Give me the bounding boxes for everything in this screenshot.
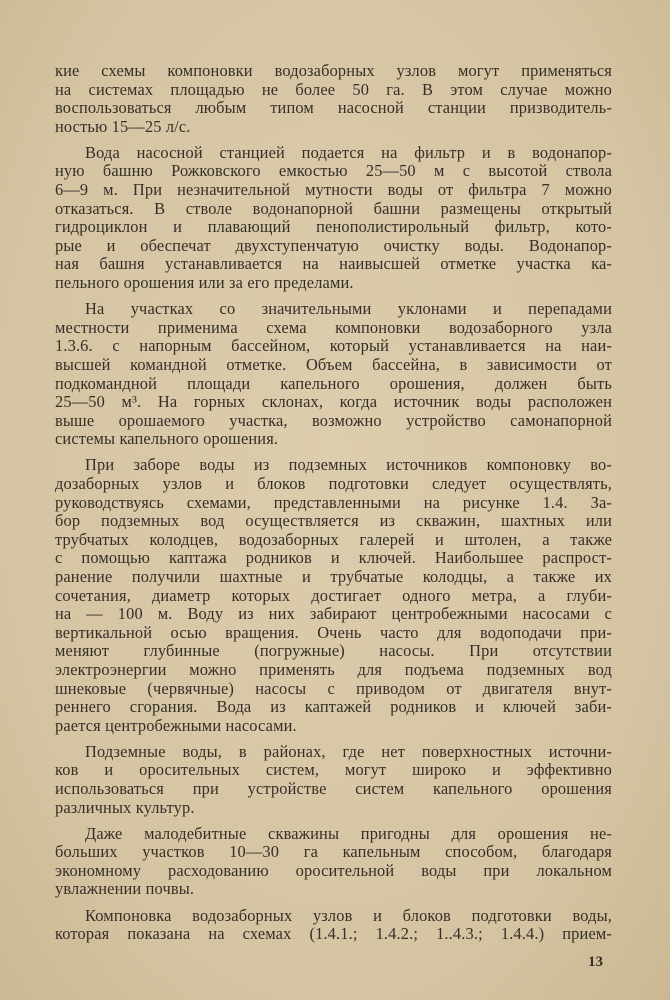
- text-line: ную башню Рожковского емкостью 25—50 м с высотой ствола: [55, 161, 612, 181]
- text-line: использоваться при устройстве систем капельного орошения: [55, 778, 612, 798]
- text-line: отказаться. В стволе водонапорной башни размещены открытый: [55, 198, 612, 218]
- text-line: гидроциклон и плавающий пенополистирольный фильтр, кото-: [55, 217, 612, 237]
- text-line: Подземные воды, в районах, где нет поверхностных источни-: [85, 741, 612, 761]
- text-line: больших участков 10—30 га капельным способом, благодаря: [55, 842, 612, 862]
- text-line: выше орошаемого участка, возможно устройство самонапорной: [55, 410, 612, 430]
- text-line: При заборе воды из подземных источников компоновку во-: [85, 455, 612, 475]
- paragraph: [55, 300, 612, 449]
- text-line: местности применима схема компоновки водозаборного узла: [55, 317, 612, 337]
- text-line: реннего сгорания. Вода из каптажей родников и ключей заби-: [55, 697, 612, 717]
- paragraph: [55, 907, 612, 944]
- text-line: на системах площадью не более 50 га. В этом случае можно: [55, 79, 612, 99]
- text-line: Вода насосной станцией подается на фильтр и в водонапор-: [85, 142, 612, 162]
- text-line: 25—50 м³. На горных склонах, когда источник воды расположен: [55, 392, 612, 412]
- text-line: различных культур.: [55, 797, 195, 817]
- text-line: 1.3.6. с напорным бассейном, который устанавливается на наи-: [55, 336, 612, 356]
- text-line: ков и оросительных систем, могут широко и эффективно: [55, 760, 612, 780]
- text-line: на — 100 м. Воду из них забирают центробежными насосами с: [55, 604, 612, 624]
- text-line: На участках со значительными уклонами и перепадами: [85, 299, 612, 319]
- text-line: сочетания, диаметр которых достигает одного метра, а глуби-: [55, 585, 612, 605]
- text-line: бор подземных вод осуществляется из скважин, шахтных или: [55, 511, 612, 531]
- text-line: руководствуясь схемами, представленными на рисунке 1.4. За-: [55, 492, 612, 512]
- text-line: ранение получили шахтные и трубчатые колодцы, а также их: [55, 566, 612, 586]
- text-line: высшей командной отметке. Объем бассейна, в зависимости от: [55, 354, 612, 374]
- text-line: увлажнении почвы.: [55, 879, 195, 899]
- text-line: кие схемы компоновки водозаборных узлов могут применяться: [55, 61, 612, 80]
- paragraph: [55, 62, 612, 136]
- body-text: [55, 62, 612, 951]
- text-line: системы капельного орошения.: [55, 429, 279, 449]
- text-line: рается центробежными насосами.: [55, 715, 297, 735]
- text-line: дозаборных узлов и блоков подготовки следует осуществлять,: [55, 473, 612, 493]
- text-line: ная башня устанавливается на наивысшей отметке участка ка-: [55, 254, 612, 274]
- text-line: Компоновка водозаборных узлов и блоков подготовки воды,: [85, 905, 612, 925]
- page-number: 13: [588, 954, 603, 970]
- text-line: Даже малодебитные скважины пригодны для орошения не-: [85, 823, 612, 843]
- text-line: подкомандной площади капельного орошения, должен быть: [55, 373, 612, 393]
- text-line: пельного орошения или за его пределами.: [55, 273, 354, 293]
- text-line: экономному расходованию оросительной воды при локальном: [55, 860, 612, 880]
- text-line: электроэнергии можно применять для подъема подземных вод: [55, 659, 612, 679]
- text-line: вертикальной осью вращения. Очень часто для водоподачи при-: [55, 622, 612, 642]
- text-line: меняют глубинные (погружные) насосы. При отсутствии: [55, 641, 612, 661]
- text-line: с помощью каптажа родников и ключей. Наибольшее распрост-: [55, 548, 612, 568]
- text-line: воспользоваться любым типом насосной станции призводитель-: [55, 98, 612, 118]
- text-line: трубчатых колодцев, водозаборных галерей и штолен, а также: [55, 529, 612, 549]
- paragraph: [55, 144, 612, 293]
- text-line: ностью 15—25 л/с.: [55, 116, 191, 136]
- text-line: 6—9 м. При незначительной мутности воды от фильтра 7 можно: [55, 180, 612, 200]
- paragraph: [55, 825, 612, 899]
- paragraph: [55, 743, 612, 817]
- text-line: рые и обеспечат двухступенчатую очистку воды. Водонапор-: [55, 235, 612, 255]
- text-line: которая показана на схемах (1.4.1.; 1.4.2.; 1..4.3.; 1.4.4.) прием-: [55, 924, 612, 944]
- text-line: шнековые (червячные) насосы с приводом от двигателя внут-: [55, 678, 612, 698]
- paragraph: [55, 456, 612, 735]
